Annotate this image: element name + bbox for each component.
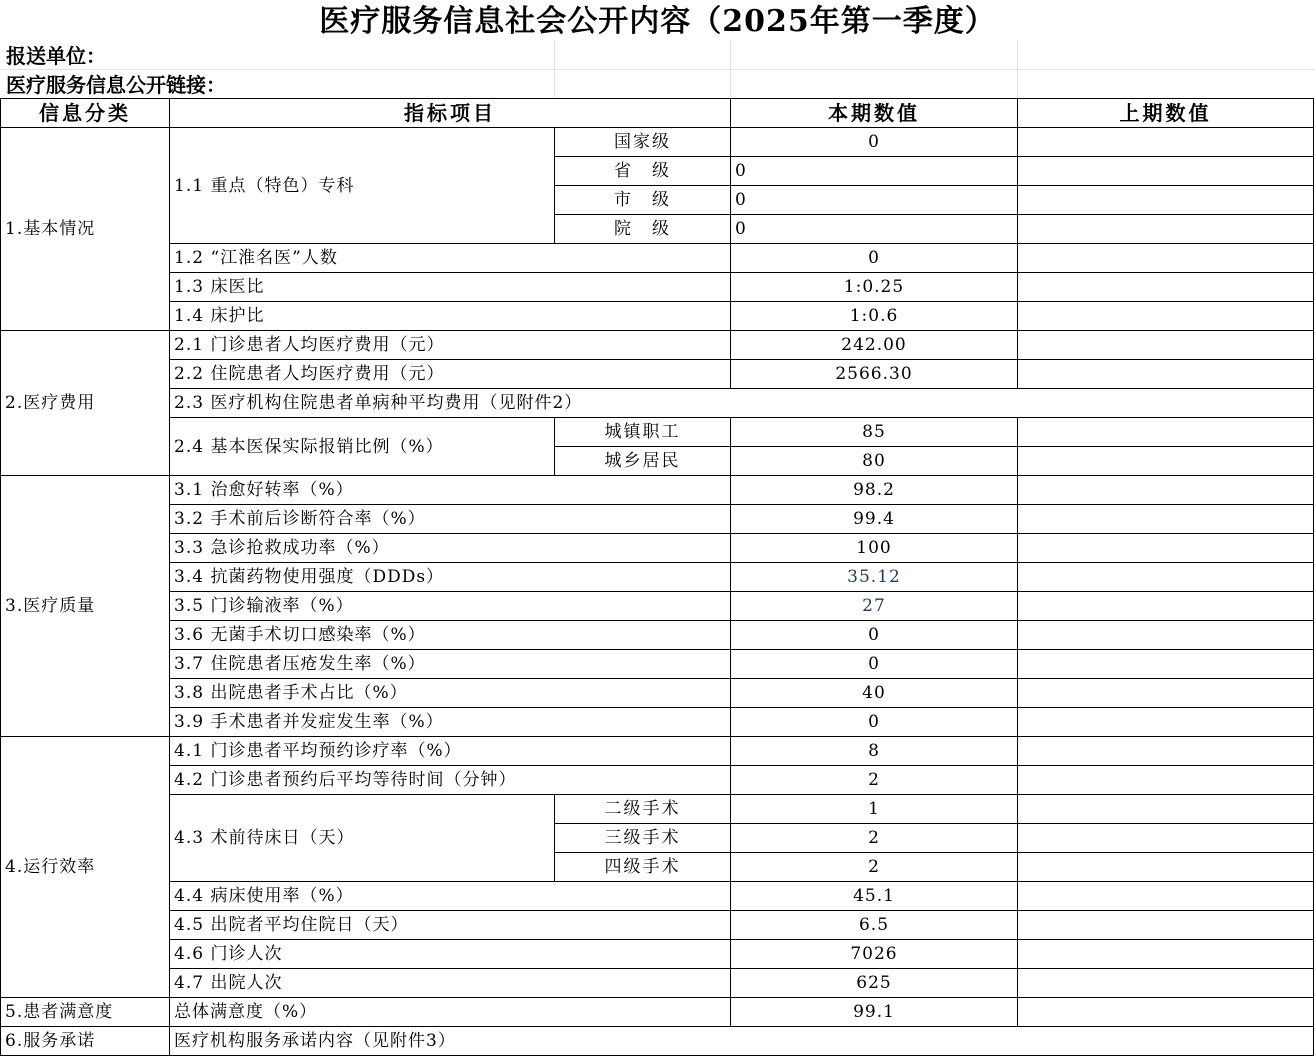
current-value[interactable]: 100 [731, 534, 1018, 563]
grid-line [730, 40, 731, 98]
previous-value[interactable] [1018, 940, 1314, 969]
table-row [1, 1027, 1314, 1056]
previous-value[interactable] [1018, 737, 1314, 766]
previous-value[interactable] [1018, 679, 1314, 708]
indicator-label: 4.2 门诊患者预约后平均等待时间（分钟） [170, 766, 731, 795]
table-row [1, 679, 1314, 708]
sub-label: 国家级 [555, 128, 731, 157]
current-value[interactable]: 0 [731, 650, 1018, 679]
current-value[interactable]: 0 [731, 157, 1018, 186]
table-row [1, 708, 1314, 737]
previous-value[interactable] [1018, 331, 1314, 360]
previous-value[interactable] [1018, 708, 1314, 737]
indicator-label: 总体满意度（%） [170, 998, 731, 1027]
category-cost: 2.医疗费用 [1, 331, 170, 476]
current-value[interactable]: 2 [731, 824, 1018, 853]
indicator-label: 2.1 门诊患者人均医疗费用（元） [170, 331, 731, 360]
category-commitment: 6.服务承诺 [1, 1027, 170, 1056]
indicator-label: 4.5 出院者平均住院日（天） [170, 911, 731, 940]
current-value[interactable]: 625 [731, 969, 1018, 998]
table-row [1, 476, 1314, 505]
indicator-label: 4.6 门诊人次 [170, 940, 731, 969]
disclosure-link-label: 医疗服务信息公开链接： [6, 73, 226, 97]
indicator-label: 3.8 出院患者手术占比（%） [170, 679, 731, 708]
current-value[interactable]: 80 [731, 447, 1018, 476]
table-row [1, 244, 1314, 273]
indicator-label: 3.2 手术前后诊断符合率（%） [170, 505, 731, 534]
grid-line [554, 40, 555, 98]
current-value[interactable]: 2 [731, 766, 1018, 795]
grid-line [1017, 40, 1018, 98]
indicator-insurance: 2.4 基本医保实际报销比例（%） [170, 418, 555, 476]
previous-value[interactable] [1018, 186, 1314, 215]
current-value[interactable]: 85 [731, 418, 1018, 447]
current-value[interactable]: 0 [731, 186, 1018, 215]
previous-value[interactable] [1018, 882, 1314, 911]
disclosure-table [0, 98, 1314, 1056]
current-value[interactable]: 1:0.25 [731, 273, 1018, 302]
previous-value[interactable] [1018, 911, 1314, 940]
previous-value[interactable] [1018, 592, 1314, 621]
sub-label: 省 级 [555, 157, 731, 186]
current-value[interactable]: 1:0.6 [731, 302, 1018, 331]
previous-value[interactable] [1018, 563, 1314, 592]
previous-value[interactable] [1018, 621, 1314, 650]
previous-value[interactable] [1018, 302, 1314, 331]
category-basic: 1.基本情况 [1, 128, 170, 331]
current-value[interactable]: 98.2 [731, 476, 1018, 505]
current-value[interactable]: 7026 [731, 940, 1018, 969]
table-row [1, 360, 1314, 389]
indicator-label: 4.1 门诊患者平均预约诊疗率（%） [170, 737, 731, 766]
sub-label: 市 级 [555, 186, 731, 215]
table-row [1, 389, 1314, 418]
current-value[interactable]: 2566.30 [731, 360, 1018, 389]
indicator-label: 3.9 手术患者并发症发生率（%） [170, 708, 731, 737]
table-row [1, 737, 1314, 766]
previous-value[interactable] [1018, 853, 1314, 882]
table-row [1, 998, 1314, 1027]
current-value[interactable]: 0 [731, 244, 1018, 273]
current-value[interactable]: 99.4 [731, 505, 1018, 534]
sub-label: 四级手术 [555, 853, 731, 882]
table-row [1, 911, 1314, 940]
previous-value[interactable] [1018, 998, 1314, 1027]
indicator-label: 2.2 住院患者人均医疗费用（元） [170, 360, 731, 389]
previous-value[interactable] [1018, 157, 1314, 186]
current-value[interactable]: 0 [731, 128, 1018, 157]
previous-value[interactable] [1018, 650, 1314, 679]
table-row [1, 766, 1314, 795]
table-row [1, 795, 1314, 824]
previous-value[interactable] [1018, 244, 1314, 273]
table-row [1, 273, 1314, 302]
category-satisfaction: 5.患者满意度 [1, 998, 170, 1027]
sub-label: 城镇职工 [555, 418, 731, 447]
current-value[interactable]: 1 [731, 795, 1018, 824]
indicator-label: 3.5 门诊输液率（%） [170, 592, 731, 621]
table-row [1, 563, 1314, 592]
previous-value[interactable] [1018, 215, 1314, 244]
table-row [1, 882, 1314, 911]
current-value[interactable]: 0 [731, 621, 1018, 650]
current-value[interactable]: 242.00 [731, 331, 1018, 360]
indicator-label: 4.7 出院人次 [170, 969, 731, 998]
previous-value[interactable] [1018, 795, 1314, 824]
col-header-current: 本期数值 [731, 99, 1018, 128]
indicator-specialty: 1.1 重点（特色）专科 [170, 128, 555, 244]
indicator-label: 1.4 床护比 [170, 302, 731, 331]
previous-value[interactable] [1018, 128, 1314, 157]
page-title: 医疗服务信息社会公开内容（2025年第一季度） [319, 4, 996, 39]
indicator-single-disease: 2.3 医疗机构住院患者单病种平均费用（见附件2） [170, 389, 1314, 418]
previous-value[interactable] [1018, 360, 1314, 389]
table-row [1, 418, 1314, 447]
previous-value[interactable] [1018, 273, 1314, 302]
current-value[interactable]: 99.1 [731, 998, 1018, 1027]
category-quality: 3.医疗质量 [1, 476, 170, 737]
sub-label: 城乡居民 [555, 447, 731, 476]
table-header-row [1, 99, 1314, 128]
current-value[interactable]: 6.5 [731, 911, 1018, 940]
indicator-label: 3.4 抗菌药物使用强度（DDDs） [170, 563, 731, 592]
category-efficiency: 4.运行效率 [1, 737, 170, 998]
indicator-label: 3.7 住院患者压疮发生率（%） [170, 650, 731, 679]
table-row [1, 650, 1314, 679]
indicator-label: 1.3 床医比 [170, 273, 731, 302]
current-value[interactable]: 2 [731, 853, 1018, 882]
current-value[interactable]: 45.1 [731, 882, 1018, 911]
current-value[interactable]: 35.12 [731, 563, 1018, 592]
table-row [1, 302, 1314, 331]
col-header-previous: 上期数值 [1018, 99, 1314, 128]
current-value[interactable]: 40 [731, 679, 1018, 708]
indicator-label: 4.4 病床使用率（%） [170, 882, 731, 911]
indicator-label: 3.3 急诊抢救成功率（%） [170, 534, 731, 563]
table-row [1, 969, 1314, 998]
current-value[interactable]: 27 [731, 592, 1018, 621]
table-row [1, 505, 1314, 534]
indicator-label: 1.2 “江淮名医”人数 [170, 244, 731, 273]
indicator-commitment: 医疗机构服务承诺内容（见附件3） [170, 1027, 1314, 1056]
previous-value[interactable] [1018, 447, 1314, 476]
previous-value[interactable] [1018, 824, 1314, 853]
current-value[interactable]: 0 [731, 215, 1018, 244]
col-header-category: 信息分类 [1, 99, 170, 128]
indicator-preop-wait: 4.3 术前待床日（天） [170, 795, 555, 882]
table-row [1, 128, 1314, 157]
previous-value[interactable] [1018, 969, 1314, 998]
sub-label: 院 级 [555, 215, 731, 244]
sub-label: 二级手术 [555, 795, 731, 824]
table-row [1, 592, 1314, 621]
col-header-indicator: 指标项目 [170, 99, 731, 128]
previous-value[interactable] [1018, 505, 1314, 534]
table-row [1, 621, 1314, 650]
reporting-unit-label: 报送单位： [6, 44, 106, 68]
table-row [1, 331, 1314, 360]
grid-line [0, 69, 1315, 70]
previous-value[interactable] [1018, 534, 1314, 563]
table-row [1, 534, 1314, 563]
previous-value[interactable] [1018, 476, 1314, 505]
indicator-label: 3.6 无菌手术切口感染率（%） [170, 621, 731, 650]
table-row [1, 940, 1314, 969]
sub-label: 三级手术 [555, 824, 731, 853]
current-value[interactable]: 0 [731, 708, 1018, 737]
current-value[interactable]: 8 [731, 737, 1018, 766]
previous-value[interactable] [1018, 418, 1314, 447]
indicator-label: 3.1 治愈好转率（%） [170, 476, 731, 505]
previous-value[interactable] [1018, 766, 1314, 795]
